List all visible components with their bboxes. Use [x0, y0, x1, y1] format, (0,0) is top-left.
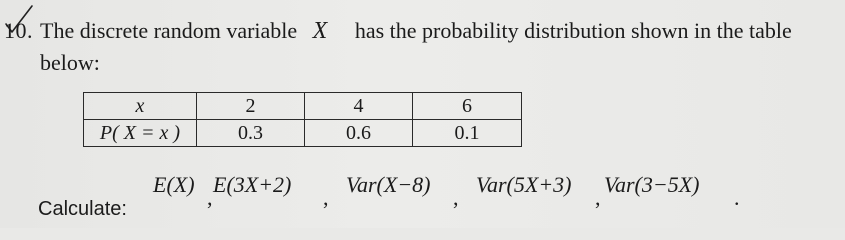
expression-expected-x: E(X)	[153, 172, 195, 197]
probability-distribution-table	[83, 92, 522, 147]
table-cell: 2	[197, 93, 305, 120]
table-header-probability: P( X = x )	[84, 120, 197, 147]
table-cell: 4	[305, 93, 413, 120]
table-cell: 0.3	[197, 120, 305, 147]
table-row-values	[84, 93, 522, 120]
question-number: 10.	[4, 18, 33, 43]
question-text-line1	[40, 18, 792, 45]
table-cell: 0.6	[305, 120, 413, 147]
expression-separator: ,	[323, 185, 329, 210]
random-variable-symbol: X	[312, 18, 328, 44]
expression-separator: ,	[207, 185, 213, 210]
question-text-line2: below:	[40, 50, 100, 75]
table-cell: 0.1	[413, 120, 522, 147]
expression-separator: ,	[595, 185, 601, 210]
expression-variance-5x-plus-3: Var(5X+3)	[476, 172, 572, 197]
table-header-x: x	[84, 93, 197, 120]
expression-separator: ,	[453, 185, 459, 210]
expression-expected-3x-plus-2: E(3X+2)	[213, 172, 292, 197]
expression-variance-3-minus-5x: Var(3−5X)	[604, 172, 700, 197]
expression-variance-x-minus-8: Var(X−8)	[346, 172, 431, 197]
table-cell: 6	[413, 93, 522, 120]
table-row-probabilities	[84, 120, 522, 147]
question-text-before-var: The discrete random variable	[40, 18, 298, 43]
expression-terminator: .	[734, 185, 740, 210]
calculate-label: Calculate:	[38, 198, 127, 220]
question-text-after-var: has the probability distribution shown in the table	[354, 18, 792, 43]
